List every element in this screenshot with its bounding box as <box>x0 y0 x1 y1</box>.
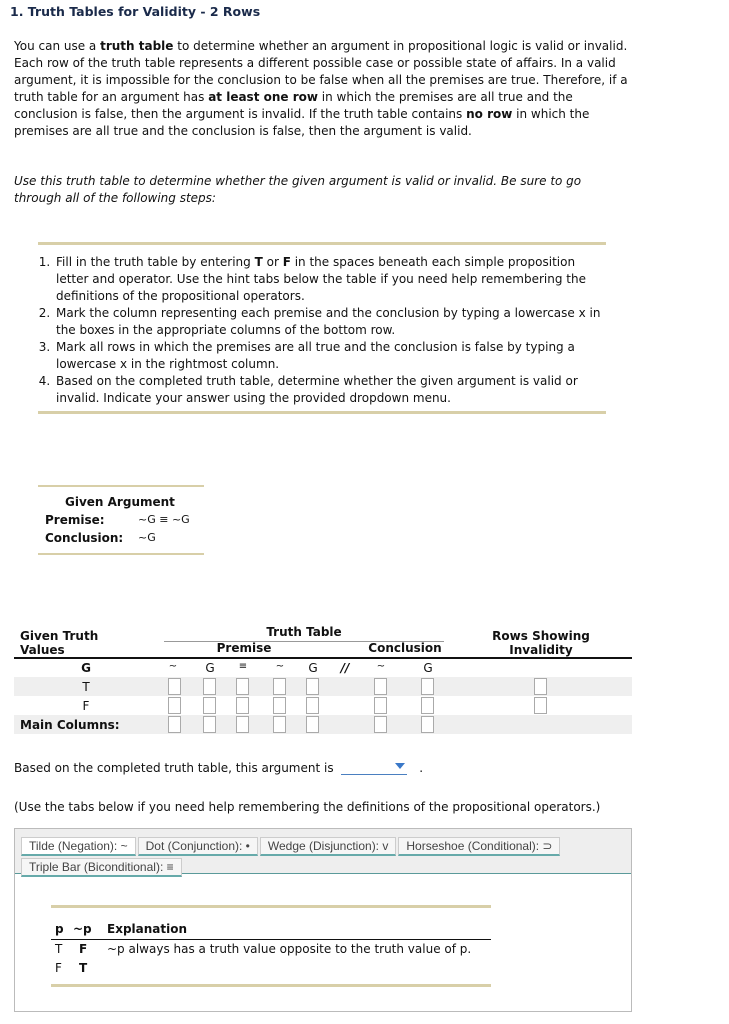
main-column-input[interactable] <box>306 716 319 733</box>
truth-value-input[interactable] <box>374 697 387 714</box>
symbol-g: G <box>423 661 433 675</box>
truth-value-input[interactable] <box>236 678 249 695</box>
steps-box <box>38 242 606 414</box>
intro-paragraph: You can use a truth table to determine whether an argument in propositional logic is valid or invalid. Each row of the truth table represents a different possible case or possible state of affairs. In a valid argument, it is impossible for the conclusion to be false when all the premises are true. Therefore, if a truth table for an argument has at least one row in which the premises are all true and the conclusion is false, then the argument is invalid. If the truth table contains no row in which the premises are all true and the conclusion is false, then the argument is valid. <box>14 39 628 138</box>
symbol-triple-bar: ≡ <box>238 661 248 672</box>
symbol-tilde: ~ <box>275 661 285 672</box>
premise-label: Premise: <box>45 513 105 527</box>
conclusion-value: ~G <box>138 531 156 544</box>
invalidity-heading: Rows Showing Invalidity <box>492 629 590 657</box>
main-column-input[interactable] <box>273 716 286 733</box>
answer-suffix: . <box>419 761 424 775</box>
cell: F <box>55 961 62 975</box>
symbol-g: G <box>205 661 215 675</box>
row-value-t: T <box>82 680 90 694</box>
main-column-input[interactable] <box>374 716 387 733</box>
symbol-tilde: ~ <box>376 661 386 672</box>
given-heading: Given Truth Values <box>20 629 99 657</box>
answer-prefix: Based on the completed truth table, this argument is <box>14 761 334 775</box>
cell: ~p always has a truth value opposite to the truth value of p. <box>107 942 472 956</box>
invalidity-input[interactable] <box>534 678 547 695</box>
validity-dropdown[interactable] <box>341 760 407 775</box>
tab-triple-bar[interactable]: Triple Bar (Biconditional): ≡ <box>21 858 182 877</box>
premise-heading: Premise <box>164 641 324 658</box>
tabs-hint: (Use the tabs below if you need help remembering the definitions of the propositional operators.) <box>14 800 601 814</box>
main-column-input[interactable] <box>421 716 434 733</box>
tab-horseshoe[interactable]: Horseshoe (Conditional): ⊃ <box>398 837 560 856</box>
main-columns-label: Main Columns: <box>20 718 120 732</box>
answer-line <box>14 760 423 775</box>
truth-value-input[interactable] <box>421 678 434 695</box>
truth-value-input[interactable] <box>236 697 249 714</box>
cell: T <box>55 942 63 956</box>
operator-tabs-panel <box>14 828 632 1012</box>
cell: F <box>79 942 88 956</box>
step-1: 1. Fill in the truth table by entering T or F in the spaces beneath each simple proposition letter and operator. Use the hint tabs below the table if you need help remembering the definitions of the propositional operators. <box>54 254 606 305</box>
truth-value-input[interactable] <box>306 678 319 695</box>
step-2: 2. Mark the column representing each premise and the conclusion by typing a lowercase x in the boxes in the appropriate columns of the bottom row. <box>54 305 606 339</box>
instruction-text: Use this truth table to determine whether the given argument is valid or invalid. Be sure to go through all of the following steps: <box>14 174 582 205</box>
invalidity-input[interactable] <box>534 697 547 714</box>
truth-value-input[interactable] <box>273 678 286 695</box>
step-4: 4. Based on the completed truth table, determine whether the given argument is valid or invalid. Indicate your answer using the provided dropdown menu. <box>54 373 606 407</box>
main-column-input[interactable] <box>236 716 249 733</box>
truth-value-input[interactable] <box>168 678 181 695</box>
tab-dot[interactable]: Dot (Conjunction): • <box>138 837 258 856</box>
main-column-input[interactable] <box>203 716 216 733</box>
symbol-g: G <box>308 661 318 675</box>
symbol-therefore: // <box>340 661 350 675</box>
tab-tilde[interactable]: Tilde (Negation): ~ <box>21 837 136 856</box>
symbol-tilde: ~ <box>168 661 178 672</box>
header-not-p: ~p <box>73 922 92 936</box>
truth-value-input[interactable] <box>273 697 286 714</box>
truth-value-input[interactable] <box>203 697 216 714</box>
tab-wedge[interactable]: Wedge (Disjunction): v <box>260 837 397 856</box>
dropdown-arrow-icon <box>395 763 405 769</box>
main-column-input[interactable] <box>168 716 181 733</box>
page-title: 1. Truth Tables for Validity - 2 Rows <box>10 4 261 19</box>
header-p: p <box>55 922 64 936</box>
argument-heading: Given Argument <box>65 495 175 509</box>
truth-table-heading: Truth Table <box>164 625 444 642</box>
conclusion-heading: Conclusion <box>366 641 444 658</box>
cell: T <box>79 961 88 975</box>
given-argument <box>38 485 204 555</box>
negation-table <box>51 905 491 987</box>
truth-value-input[interactable] <box>306 697 319 714</box>
conclusion-label: Conclusion: <box>45 531 124 545</box>
truth-value-input[interactable] <box>168 697 181 714</box>
truth-value-input[interactable] <box>374 678 387 695</box>
row-value-f: F <box>82 699 90 713</box>
step-3: 3. Mark all rows in which the premises are all true and the conclusion is false by typing a lowercase x in the rightmost column. <box>54 339 606 373</box>
premise-value: ~G ≡ ~G <box>138 513 190 526</box>
header-explanation: Explanation <box>107 922 188 936</box>
truth-value-input[interactable] <box>421 697 434 714</box>
truth-value-input[interactable] <box>203 678 216 695</box>
given-var: G <box>81 661 91 675</box>
